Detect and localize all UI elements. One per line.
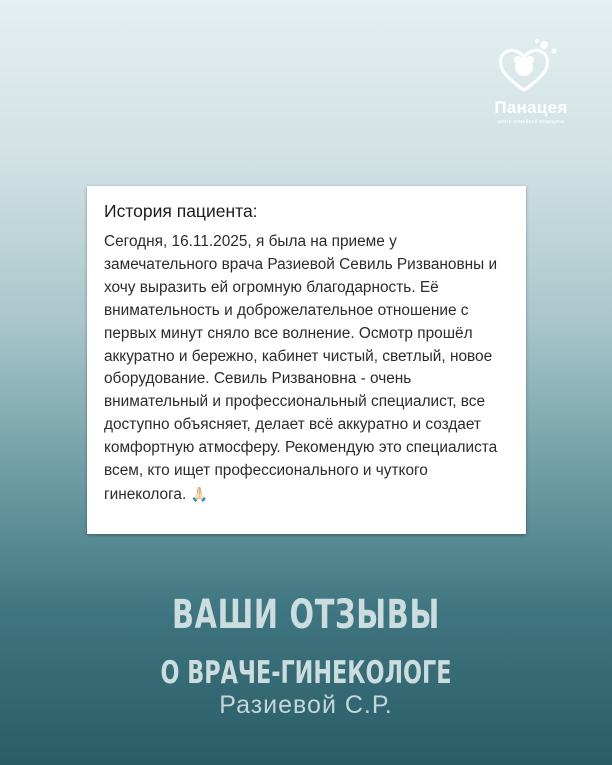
review-text (104, 231, 510, 507)
headline-doctor-role: О ВРАЧЕ-ГИНЕКОЛОГЕ (160, 655, 452, 691)
clinic-tagline: центр семейной медицины (497, 119, 565, 125)
doctor-name: Разиевой С.Р. (219, 691, 393, 719)
review-body: Сегодня, 16.11.2025, я была на приеме у замечательного врача Разиевой Севиль Ризвановны и хочу выразить ей огромную благодарность. Её внимательность и доброжелательное отношение с первых минут сняло все волнение. Осмотр прошёл аккуратно и бережно, кабинет чистый, светлый, новое оборудование. Севиль Ризвановна - очень внимательный и профессиональный специалист, все доступно объясняет, делает всё аккуратно и создает комфортную атмосферу. Рекомендую это специалиста всем, кто ищет профессионального и чуткого гинеколога. (104, 233, 498, 503)
review-card (87, 186, 526, 534)
headline-reviews: ВАШИ ОТЗЫВЫ (171, 592, 441, 638)
review-title: История пациента: (104, 201, 258, 221)
heart-logo-icon (492, 38, 570, 98)
clinic-name: Панацея (494, 98, 568, 117)
praying-hands-icon: 🙏🏻 (190, 485, 208, 502)
clinic-logo (476, 38, 586, 134)
